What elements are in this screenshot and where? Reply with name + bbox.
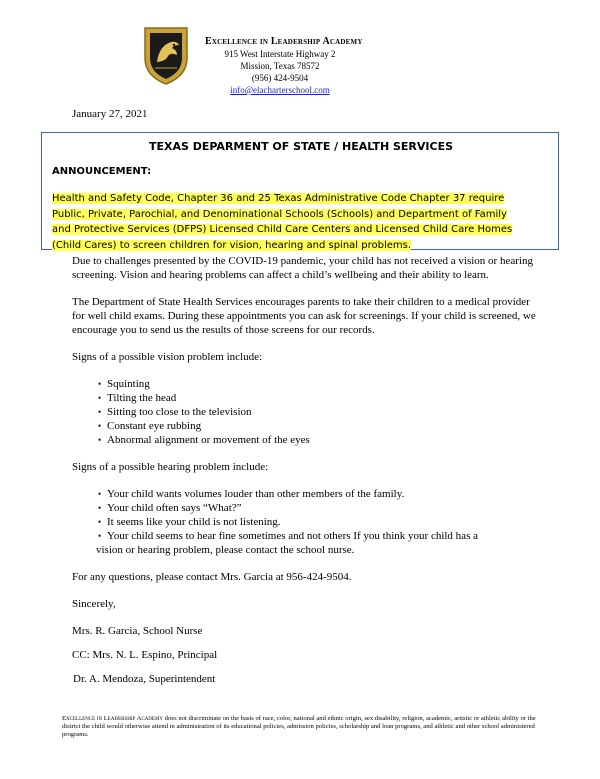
announcement-line: and Protective Services (DFPS) Licensed Child Care Centers and Licensed Child Care Homes [52,224,513,235]
nondiscrimination-footer [62,715,540,740]
letterhead [205,36,405,96]
announcement-box [41,132,559,250]
letterhead-address-line1: 915 West Interstate Highway 2 [224,49,336,59]
announcement-body [52,191,542,253]
paragraph-covid: Due to challenges presented by the COVID-19 pandemic, your child has not received a vision or hearing screening. Vision and hearing problems can affect a child’s wellbeing and their ability to learn. [72,255,533,281]
announcement-label: ANNOUNCEMENT: [52,166,152,177]
vision-signs-list [72,377,542,447]
paragraph-dshs: The Department of State Health Services encourages parents to take their children to a medical provider for well child exams. During these appointments you can ask for screenings. If your child is screened, we encourage you to send us the results of those screens for our records. [72,296,536,336]
list-item: • Your child seems to hear fine sometimes and not others If you think your child has a [98,529,542,543]
hearing-signs-list [72,487,542,543]
academy-logo [141,24,191,86]
vision-intro: Signs of a possible vision problem include: [72,351,263,363]
footer-org-name: Excellence in Leadership Academy [62,715,164,722]
list-item: • Sitting too close to the television [98,405,542,419]
hearing-sign-continuation: vision or hearing problem, please contact the school nurse. [96,544,355,556]
letter-body [72,254,542,686]
superintendent-line: Dr. A. Mendoza, Superintendent [73,673,216,685]
list-item: • Tilting the head [98,391,542,405]
list-item: • Your child wants volumes louder than other members of the family. [98,487,542,501]
announcement-title: TEXAS DEPARMENT OF STATE / HEALTH SERVICES [148,140,454,153]
list-item: • Squinting [98,377,542,391]
contact-line: For any questions, please contact Mrs. Garcia at 956-424-9504. [72,571,352,583]
cc-line: CC: Mrs. N. L. Espino, Principal [72,649,218,661]
letterhead-address-line2: Mission, Texas 78572 [240,61,320,71]
list-item: • Constant eye rubbing [98,419,542,433]
letter-date: January 27, 2021 [72,108,148,120]
announcement-line: (Child Cares) to screen children for vision, hearing and spinal problems. [52,239,412,251]
letterhead-email-link[interactable]: info@elacharterschool.com [230,85,330,95]
letterhead-org-name: Excellence in Leadership Academy [205,36,363,47]
letterhead-phone: (956) 424-9504 [251,73,309,83]
hearing-intro: Signs of a possible hearing problem include: [72,461,269,473]
footer-text: does not discriminate on the basis of race, color, national and ethnic origin, sex disability, religion, academic, artistic or athletic ability or the district the child would otherwise attend in administration of its educational policies, admission policies, scholarship and loan programs, and athletic and other school administered programs. [62,715,536,739]
list-item: • It seems like your child is not listening. [98,515,542,529]
announcement-line: Health and Safety Code, Chapter 36 and 25 Texas Administrative Code Chapter 37 require [52,193,505,204]
list-item: • Your child often says “What?” [98,501,542,515]
announcement-line: Public, Private, Parochial, and Denominational Schools (Schools) and Department of Family [52,208,507,220]
closing: Sincerely, [72,598,116,610]
signer: Mrs. R. Garcia, School Nurse [72,625,203,637]
list-item: • Abnormal alignment or movement of the eyes [98,433,542,447]
